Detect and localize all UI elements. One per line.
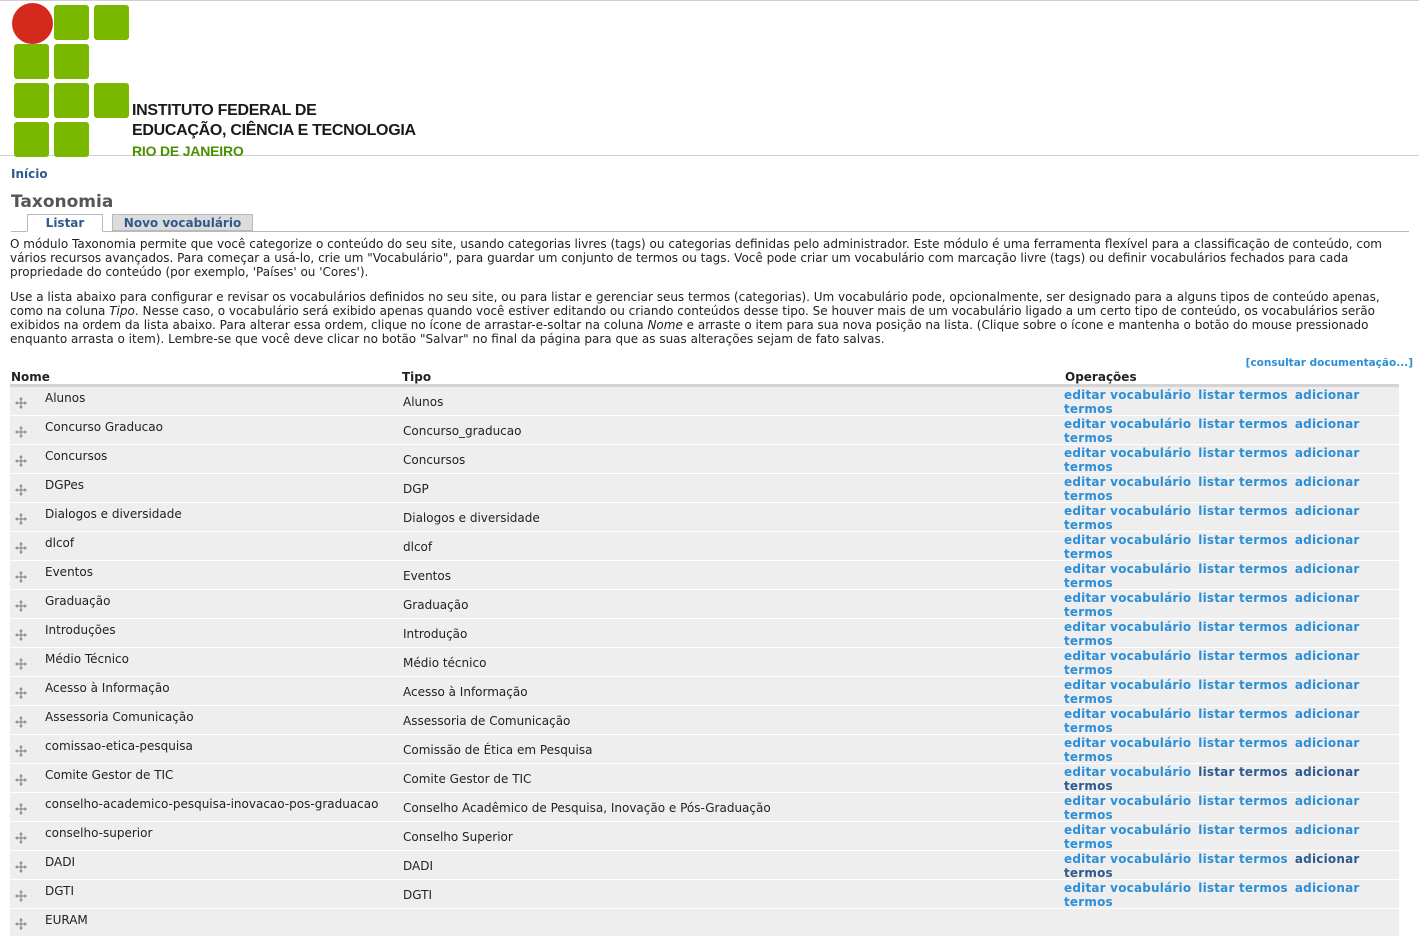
vocabulary-name-cell xyxy=(10,416,401,445)
vocabulary-name-cell xyxy=(10,386,401,416)
add-terms-link[interactable]: adicionar termos xyxy=(1064,736,1360,764)
vocabulary-type-cell xyxy=(401,503,1064,532)
vocabulary-name: Comite Gestor de TIC xyxy=(45,768,174,782)
vocabulary-name-cell xyxy=(10,474,401,503)
drag-handle-icon[interactable] xyxy=(15,861,27,873)
vocabulary-name-cell xyxy=(10,793,401,822)
operations-cell xyxy=(1064,619,1399,648)
list-terms-link[interactable]: listar termos xyxy=(1198,562,1288,576)
edit-vocabulary-link[interactable]: editar vocabulário xyxy=(1064,388,1192,402)
vocabulary-name-cell xyxy=(10,822,401,851)
vocabulary-name: Assessoria Comunicação xyxy=(45,710,194,724)
operations-cell xyxy=(1064,386,1399,416)
vocabulary-type-cell xyxy=(401,677,1064,706)
add-terms-link[interactable]: adicionar termos xyxy=(1064,678,1360,706)
operations-cell xyxy=(1064,822,1399,851)
vocabulary-name: Graduação xyxy=(45,594,111,608)
list-terms-link[interactable]: listar termos xyxy=(1198,649,1288,663)
tab-novo-vocabulario[interactable]: Novo vocabulário xyxy=(112,214,253,231)
vocabulary-name-cell xyxy=(10,648,401,677)
edit-vocabulary-link[interactable]: editar vocabulário xyxy=(1064,736,1192,750)
column-header-type: Tipo xyxy=(401,369,1064,386)
table-row xyxy=(10,909,1399,937)
add-terms-link[interactable]: adicionar termos xyxy=(1064,794,1360,822)
add-terms-link[interactable]: adicionar termos xyxy=(1064,620,1360,648)
operations-cell xyxy=(1064,503,1399,532)
operations-cell xyxy=(1064,677,1399,706)
edit-vocabulary-link[interactable]: editar vocabulário xyxy=(1064,649,1192,663)
list-terms-link[interactable]: listar termos xyxy=(1198,417,1288,431)
vocabulary-type: Eventos xyxy=(403,569,451,583)
edit-vocabulary-link[interactable]: editar vocabulário xyxy=(1064,417,1192,431)
list-terms-link[interactable]: listar termos xyxy=(1198,678,1288,692)
vocabulary-type: Alunos xyxy=(403,395,444,409)
drag-handle-icon[interactable] xyxy=(15,658,27,670)
operations-cell xyxy=(1064,416,1399,445)
vocabulary-type-cell xyxy=(401,648,1064,677)
add-terms-link[interactable]: adicionar termos xyxy=(1064,649,1360,677)
drag-handle-icon[interactable] xyxy=(15,745,27,757)
drag-handle-icon[interactable] xyxy=(15,484,27,496)
vocabulary-type-cell xyxy=(401,416,1064,445)
vocabulary-table xyxy=(10,369,1399,937)
vocabulary-type-cell xyxy=(401,706,1064,735)
list-terms-link[interactable]: listar termos xyxy=(1198,736,1288,750)
vocabulary-type: DGTI xyxy=(403,888,432,902)
table-row xyxy=(10,677,1399,706)
edit-vocabulary-link[interactable]: editar vocabulário xyxy=(1064,446,1192,460)
vocabulary-name-cell xyxy=(10,851,401,880)
vocabulary-type: Graduação xyxy=(403,598,469,612)
vocabulary-type-cell xyxy=(401,590,1064,619)
edit-vocabulary-link[interactable]: editar vocabulário xyxy=(1064,475,1192,489)
breadcrumb-home-link[interactable]: Início xyxy=(11,167,48,181)
vocabulary-type-cell xyxy=(401,764,1064,793)
vocabulary-name-cell xyxy=(10,532,401,561)
vocabulary-type-cell xyxy=(401,561,1064,590)
vocabulary-name: EURAM xyxy=(45,912,88,927)
table-row xyxy=(10,706,1399,735)
column-header-operations: Operações xyxy=(1064,369,1399,386)
list-terms-link[interactable]: listar termos xyxy=(1198,446,1288,460)
vocabulary-name-cell xyxy=(10,677,401,706)
vocabulary-type: DADI xyxy=(403,859,434,873)
drag-handle-icon[interactable] xyxy=(15,600,27,612)
drag-handle-icon[interactable] xyxy=(15,803,27,815)
operations-cell xyxy=(1064,735,1399,764)
vocabulary-name: DGPes xyxy=(45,478,84,492)
vocabulary-type: Médio técnico xyxy=(403,656,487,670)
site-header xyxy=(0,0,1419,159)
list-terms-link[interactable]: listar termos xyxy=(1198,823,1288,837)
vocabulary-name: Médio Técnico xyxy=(45,652,129,666)
operations-cell xyxy=(1064,909,1399,937)
table-row xyxy=(10,445,1399,474)
vocabulary-name: DGTI xyxy=(45,884,74,898)
drag-handle-icon[interactable] xyxy=(15,542,27,554)
operations-cell xyxy=(1064,445,1399,474)
table-row xyxy=(10,532,1399,561)
institute-name[interactable] xyxy=(132,101,416,161)
tab-listar[interactable]: Listar xyxy=(27,214,103,232)
vocabulary-type: Comite Gestor de TIC xyxy=(403,772,532,786)
add-terms-link[interactable]: adicionar termos xyxy=(1064,591,1360,619)
help-text-1: O módulo Taxonomia permite que você categorize o conteúdo do seu site, usando categorias livres (tags) ou categorias definidas pelo administrador. Este módulo é uma ferramenta flexível para a classificação de conteúdo, com vários recursos avançados. Para começar a usá-lo, crie um "Vocabulário", para guardar um conjunto de termos ou tags. Você pode criar um vocabulário com marcação livre (tags) ou definir vocabulários fechados para cada propriedade do conteúdo (por exemplo, 'Países' ou 'Cores'). xyxy=(10,237,1382,279)
documentation-link[interactable]: [consultar documentação...] xyxy=(1245,357,1413,369)
edit-vocabulary-link[interactable]: editar vocabulário xyxy=(1064,504,1192,518)
vocabulary-type: DGP xyxy=(403,482,429,496)
list-terms-link[interactable]: listar termos xyxy=(1198,852,1288,866)
vocabulary-type: dlcof xyxy=(403,540,433,554)
operations-cell xyxy=(1064,706,1399,735)
list-terms-link[interactable]: listar termos xyxy=(1198,591,1288,605)
list-terms-link[interactable]: listar termos xyxy=(1198,794,1288,808)
table-row xyxy=(10,735,1399,764)
drag-handle-icon[interactable] xyxy=(15,513,27,525)
table-header-row xyxy=(10,369,1399,386)
logo-line-1: INSTITUTO FEDERAL DE xyxy=(132,102,317,119)
add-terms-link[interactable]: adicionar termos xyxy=(1064,765,1360,793)
edit-vocabulary-link[interactable]: editar vocabulário xyxy=(1064,562,1192,576)
vocabulary-type-cell xyxy=(401,619,1064,648)
page-title: Taxonomia xyxy=(11,192,114,212)
vocabulary-name: Eventos xyxy=(45,565,93,579)
table-row xyxy=(10,764,1399,793)
vocabulary-type: Acesso à Informação xyxy=(403,685,528,699)
list-terms-link[interactable]: listar termos xyxy=(1198,707,1288,721)
table-row xyxy=(10,416,1399,445)
list-terms-link[interactable]: listar termos xyxy=(1198,620,1288,634)
operations-cell xyxy=(1064,590,1399,619)
vocabulary-name: conselho-academico-pesquisa-inovacao-pos-graduacao xyxy=(45,797,379,811)
add-terms-link[interactable]: adicionar termos xyxy=(1064,707,1360,735)
list-terms-link[interactable]: listar termos xyxy=(1198,765,1288,779)
add-terms-link[interactable]: adicionar termos xyxy=(1064,852,1360,880)
vocabulary-name: DADI xyxy=(45,855,76,869)
vocabulary-name-cell xyxy=(10,735,401,764)
operations-cell xyxy=(1064,474,1399,503)
add-terms-link[interactable]: adicionar termos xyxy=(1064,562,1360,590)
operations-cell xyxy=(1064,532,1399,561)
vocabulary-name-cell xyxy=(10,619,401,648)
table-row xyxy=(10,474,1399,503)
vocabulary-name: conselho-superior xyxy=(45,826,153,840)
drag-handle-icon[interactable] xyxy=(15,426,27,438)
help-text-2: Use a lista abaixo para configurar e revisar os vocabulários definidos no seu site, ou para listar e gerenciar seus termos (categorias). Um vocabulário pode, opcionalmente, ser designado para a alguns tipos de conteúdo apenas, como na coluna Tipo. Nesse caso, o vocabulário será exibido apenas quando você estiver editando ou criando conteúdos desse tipo. Se houver mais de um vocabulário ligado a um certo tipo de conteúdo, os vocabulários serão exibidos na ordem da lista abaixo. Para alterar essa ordem, clique no ícone de arrastar-e-soltar na coluna Nome e arraste o item para sua nova posição na lista. (Clique sobre o ícone e mantenha o botão do mouse pressionado enquanto arrasta o item). Lembre-se que você deve clicar no botão "Salvar" no final da página para que as suas alterações sejam de fato salvas. xyxy=(10,290,1380,346)
drag-handle-icon[interactable] xyxy=(15,918,27,930)
table-row xyxy=(10,880,1399,909)
edit-vocabulary-link[interactable]: editar vocabulário xyxy=(1064,591,1192,605)
add-terms-link[interactable]: adicionar termos xyxy=(1064,417,1360,445)
list-terms-link[interactable]: listar termos xyxy=(1198,475,1288,489)
edit-vocabulary-link[interactable]: editar vocabulário xyxy=(1064,707,1192,721)
vocabulary-name-cell xyxy=(10,445,401,474)
add-terms-link[interactable]: adicionar termos xyxy=(1064,533,1360,561)
edit-vocabulary-link[interactable]: editar vocabulário xyxy=(1064,620,1192,634)
vocabulary-name-cell xyxy=(10,706,401,735)
vocabulary-name: dlcof xyxy=(45,536,75,550)
table-row xyxy=(10,648,1399,677)
operations-cell xyxy=(1064,793,1399,822)
vocabulary-type: Concurso_graducao xyxy=(403,424,522,438)
vocabulary-type-cell xyxy=(401,474,1064,503)
table-row xyxy=(10,590,1399,619)
operations-cell xyxy=(1064,561,1399,590)
add-terms-link[interactable]: adicionar termos xyxy=(1064,475,1360,503)
add-terms-link[interactable]: adicionar termos xyxy=(1064,823,1360,851)
vocabulary-name: Introduções xyxy=(45,623,116,637)
add-terms-link[interactable]: adicionar termos xyxy=(1064,504,1360,532)
vocabulary-type-cell xyxy=(401,822,1064,851)
drag-handle-icon[interactable] xyxy=(15,629,27,641)
vocabulary-type: Conselho Superior xyxy=(403,830,513,844)
table-row xyxy=(10,822,1399,851)
vocabulary-type-cell xyxy=(401,445,1064,474)
drag-handle-icon[interactable] xyxy=(15,774,27,786)
vocabulary-type-cell xyxy=(401,735,1064,764)
table-row xyxy=(10,503,1399,532)
vocabulary-name-cell xyxy=(10,764,401,793)
drag-handle-icon[interactable] xyxy=(15,455,27,467)
drag-handle-icon[interactable] xyxy=(15,716,27,728)
vocabulary-name-cell xyxy=(10,590,401,619)
vocabulary-type: Dialogos e diversidade xyxy=(403,511,540,525)
list-terms-link[interactable]: listar termos xyxy=(1198,504,1288,518)
vocabulary-type-cell xyxy=(401,909,1064,937)
table-row xyxy=(10,561,1399,590)
table-row xyxy=(10,851,1399,880)
table-row xyxy=(10,619,1399,648)
list-terms-link[interactable]: listar termos xyxy=(1198,533,1288,547)
drag-handle-icon[interactable] xyxy=(15,397,27,409)
vocabulary-name: Dialogos e diversidade xyxy=(45,507,182,521)
operations-cell xyxy=(1064,880,1399,909)
vocabulary-type-cell xyxy=(401,386,1064,416)
table-row xyxy=(10,386,1399,416)
tab-bar xyxy=(11,214,1409,232)
vocabulary-name-cell xyxy=(10,909,401,937)
edit-vocabulary-link[interactable]: editar vocabulário xyxy=(1064,533,1192,547)
operations-cell xyxy=(1064,851,1399,880)
vocabulary-type: Assessoria de Comunicação xyxy=(403,714,571,728)
vocabulary-type: Concursos xyxy=(403,453,466,467)
vocabulary-type-cell xyxy=(401,880,1064,909)
logo-line-2: EDUCAÇÃO, CIÊNCIA E TECNOLOGIA xyxy=(132,122,416,139)
column-header-name: Nome xyxy=(10,369,401,386)
vocabulary-name: Acesso à Informação xyxy=(45,681,170,695)
vocabulary-type-cell xyxy=(401,532,1064,561)
edit-vocabulary-link[interactable]: editar vocabulário xyxy=(1064,881,1192,895)
vocabulary-name: Concursos xyxy=(45,449,108,463)
edit-vocabulary-link[interactable]: editar vocabulário xyxy=(1064,852,1192,866)
vocabulary-name-cell xyxy=(10,880,401,909)
vocabulary-name: Concurso Graducao xyxy=(45,420,163,434)
edit-vocabulary-link[interactable]: editar vocabulário xyxy=(1064,678,1192,692)
edit-vocabulary-link[interactable]: editar vocabulário xyxy=(1064,765,1192,779)
vocabulary-type: Comissão de Ética em Pesquisa xyxy=(403,743,593,757)
vocabulary-type: Conselho Acadêmico de Pesquisa, Inovação e Pós-Graduação xyxy=(403,801,771,815)
vocabulary-type: Introdução xyxy=(403,627,468,641)
institute-logo-icon[interactable] xyxy=(0,1,135,157)
operations-cell xyxy=(1064,764,1399,793)
list-terms-link[interactable]: listar termos xyxy=(1198,881,1288,895)
edit-vocabulary-link[interactable]: editar vocabulário xyxy=(1064,823,1192,837)
drag-handle-icon[interactable] xyxy=(15,687,27,699)
drag-handle-icon[interactable] xyxy=(15,571,27,583)
edit-vocabulary-link[interactable]: editar vocabulário xyxy=(1064,794,1192,808)
add-terms-link[interactable]: adicionar termos xyxy=(1064,446,1360,474)
add-terms-link[interactable]: adicionar termos xyxy=(1064,881,1360,909)
vocabulary-name-cell xyxy=(10,503,401,532)
drag-handle-icon[interactable] xyxy=(15,832,27,844)
add-terms-link[interactable]: adicionar termos xyxy=(1064,388,1360,416)
vocabulary-type-cell xyxy=(401,851,1064,880)
vocabulary-name: Alunos xyxy=(45,391,86,405)
list-terms-link[interactable]: listar termos xyxy=(1198,388,1288,402)
vocabulary-type-cell xyxy=(401,793,1064,822)
vocabulary-name: comissao-etica-pesquisa xyxy=(45,739,193,753)
operations-cell xyxy=(1064,648,1399,677)
logo-line-3: RIO DE JANEIRO xyxy=(132,143,244,159)
table-row xyxy=(10,793,1399,822)
vocabulary-name-cell xyxy=(10,561,401,590)
